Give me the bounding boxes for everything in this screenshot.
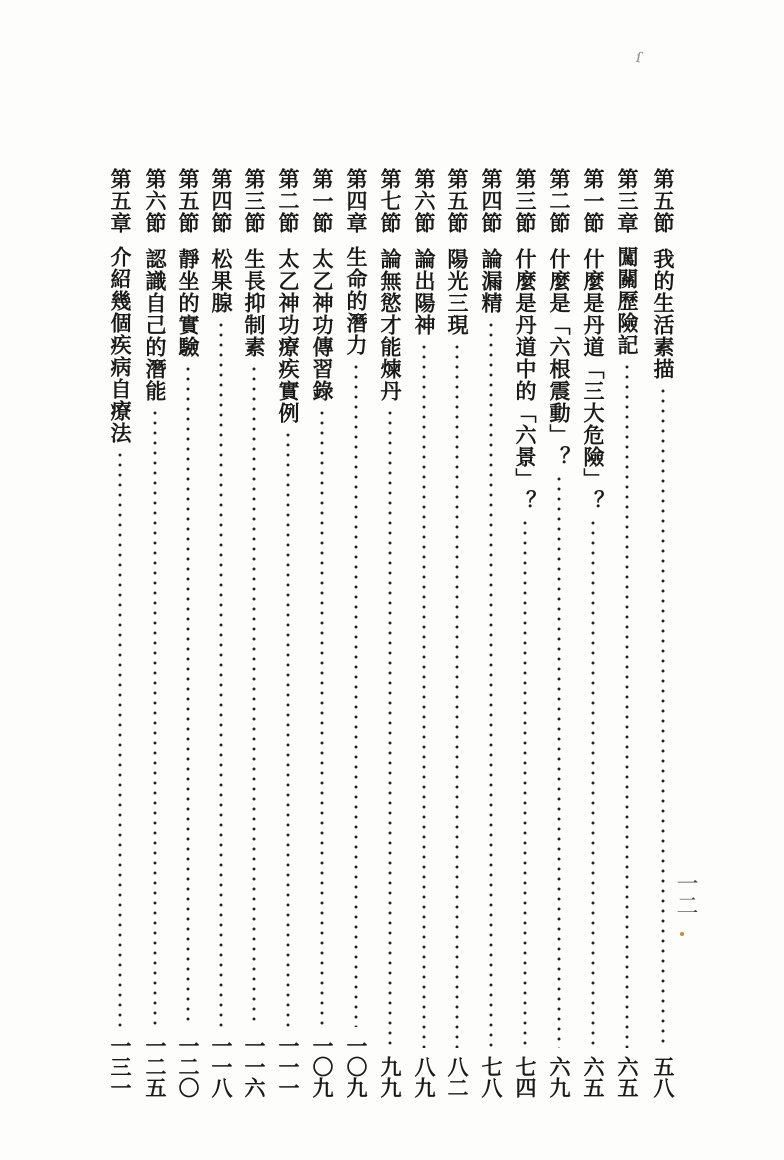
entry-page: 一一八 (209, 1035, 234, 1098)
entry-title: 生命的潛力 (344, 246, 369, 356)
entry-label: 第七節 (378, 168, 403, 234)
toc-entry (441, 168, 473, 1098)
toc-entry (475, 168, 507, 1098)
entry-page: 一一一 (276, 1035, 301, 1098)
entry-page: 六五 (581, 1056, 606, 1098)
entry-label: 第四節 (479, 168, 504, 234)
toc-entry (205, 168, 237, 1098)
entry-label: 第一節 (581, 168, 606, 234)
entry-page: 九九 (378, 1056, 403, 1098)
entry-label: 第四節 (209, 168, 234, 234)
entry-page: 一二五 (143, 1035, 168, 1098)
toc-entry (306, 168, 338, 1098)
dot-leader (252, 364, 256, 1027)
entry-page: 六五 (615, 1056, 640, 1098)
dot-leader (422, 342, 426, 1048)
dot-leader (286, 430, 290, 1027)
entry-title: 陽光三現 (445, 248, 470, 336)
ink-speck (680, 932, 684, 936)
toc-entry (172, 168, 204, 1098)
entry-label: 第二節 (547, 168, 572, 234)
entry-label: 第五章 (108, 168, 133, 234)
dot-leader (354, 362, 358, 1027)
entry-title: 論出陽神 (412, 248, 437, 336)
entry-page: 八二 (445, 1056, 470, 1098)
toc-entry (139, 168, 171, 1098)
entry-label: 第六節 (412, 168, 437, 234)
entry-page: 一一六 (242, 1035, 267, 1098)
entry-label: 第六節 (143, 168, 168, 234)
toc-entry (104, 168, 136, 1098)
entry-title: 什麼是「六根震動」？ (547, 248, 572, 468)
entry-page: 五八 (651, 1056, 676, 1098)
page-mark: ſ (634, 49, 643, 67)
entry-title: 闖關歷險記 (615, 246, 640, 356)
toc-entry (272, 168, 304, 1098)
entry-label: 第五節 (445, 168, 470, 234)
entry-page: 一〇九 (310, 1035, 335, 1098)
dot-leader (320, 408, 324, 1027)
entry-page: 六九 (547, 1056, 572, 1098)
dot-leader (455, 342, 459, 1048)
entry-page: 七八 (479, 1056, 504, 1098)
dot-leader (661, 386, 665, 1048)
entry-label: 第三章 (615, 168, 640, 234)
entry-title: 太乙神功傳習錄 (310, 248, 335, 402)
page-number: 一二 (673, 872, 698, 916)
entry-page: 一三一 (108, 1035, 133, 1098)
entry-label: 第四章 (344, 168, 369, 234)
dot-leader (153, 408, 157, 1027)
entry-title: 認識自己的潛能 (143, 248, 168, 402)
dot-leader (591, 518, 595, 1048)
entry-title: 論無慾才能煉丹 (378, 248, 403, 402)
dot-leader (523, 518, 527, 1048)
entry-page: 七四 (513, 1056, 538, 1098)
dot-leader (625, 362, 629, 1048)
dot-leader (118, 450, 122, 1027)
entry-label: 第一節 (310, 168, 335, 234)
entry-label: 第三節 (242, 168, 267, 234)
entry-title: 靜坐的實驗 (176, 248, 201, 358)
entry-page: 一〇九 (344, 1035, 369, 1098)
entry-title: 生長抑制素 (242, 248, 267, 358)
entry-label: 第五節 (651, 168, 676, 234)
toc-entry (543, 168, 575, 1098)
toc-entry (374, 168, 406, 1098)
entry-title: 什麼是丹道「三大危險」？ (581, 248, 606, 512)
toc-entry (577, 168, 609, 1098)
entry-title: 什麼是丹道中的「六景」？ (513, 248, 538, 512)
entry-title: 我的生活素描 (651, 248, 676, 380)
entry-page: 八九 (412, 1056, 437, 1098)
toc-entry (238, 168, 270, 1098)
entry-title: 太乙神功療疾實例 (276, 248, 301, 424)
toc-entry (340, 168, 372, 1098)
entry-title: 介紹幾個疾病自療法 (108, 246, 133, 444)
dot-leader (186, 364, 190, 1027)
toc-entry (408, 168, 440, 1098)
entry-title: 論漏精 (479, 248, 504, 314)
entry-title: 松果腺 (209, 248, 234, 314)
toc-entry (611, 168, 643, 1098)
toc-entry (647, 168, 679, 1098)
entry-label: 第五節 (176, 168, 201, 234)
entry-label: 第三節 (513, 168, 538, 234)
dot-leader (219, 320, 223, 1027)
dot-leader (557, 474, 561, 1048)
entry-page: 一二〇 (176, 1035, 201, 1098)
dot-leader (489, 320, 493, 1048)
entry-label: 第二節 (276, 168, 301, 234)
dot-leader (388, 408, 392, 1048)
toc-entry (509, 168, 541, 1098)
